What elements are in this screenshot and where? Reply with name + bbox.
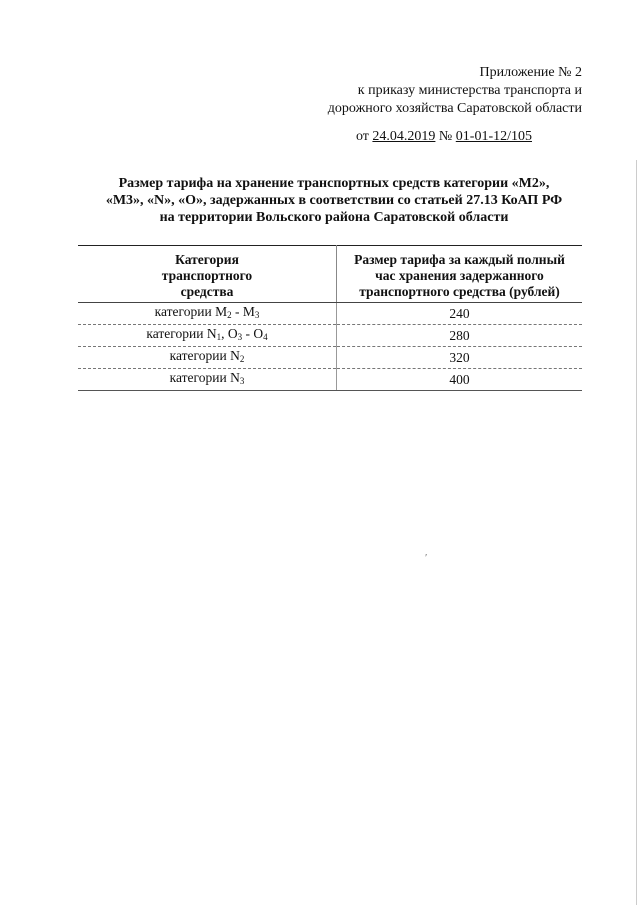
order-prefix: от — [355, 129, 369, 144]
title-line-3: на территории Вольского района Саратовской области — [159, 210, 509, 225]
order-number: 01-01-12/105 — [455, 129, 532, 144]
title-line-1: Размер тарифа на хранение транспортных средств категории «М2», — [118, 176, 550, 191]
row-category: категории $M_2 - M_3$ — [78, 303, 337, 325]
row-tariff: 280 — [337, 325, 583, 347]
row-category: категории $N_3$ — [78, 369, 337, 391]
order-date-line — [356, 129, 532, 145]
table-row — [78, 325, 582, 347]
order-number-sign: № — [438, 129, 453, 144]
appendix-number: Приложение № 2 — [479, 65, 582, 80]
appendix-line-1: к приказу министерства транспорта и — [357, 83, 582, 98]
tariff-table — [78, 245, 582, 391]
table-header-row — [78, 246, 582, 303]
header-category: Категория транспортного средства — [78, 246, 337, 303]
scan-artifact-mark: ′ — [425, 552, 428, 564]
table-row — [78, 347, 582, 369]
table-row — [78, 369, 582, 391]
appendix-block — [328, 64, 582, 118]
row-tariff: 240 — [337, 303, 583, 325]
row-category: категории $N_1$, $O_3 - O_4$ — [78, 325, 337, 347]
table-row — [78, 303, 582, 325]
scan-edge-line — [636, 160, 637, 905]
order-date: 24.04.2019 — [372, 129, 436, 144]
row-tariff: 400 — [337, 369, 583, 391]
header-tariff: Размер тарифа за каждый полный час хранения задержанного транспортного средства (рублей) — [337, 246, 583, 303]
row-category: категории $N_2$ — [78, 347, 337, 369]
appendix-line-2: дорожного хозяйства Саратовской области — [327, 101, 582, 116]
row-tariff: 320 — [337, 347, 583, 369]
document-title — [84, 175, 584, 226]
title-line-2: «М3», «N», «О», задержанных в соответствии со статьей 27.13 КоАП РФ — [105, 193, 563, 208]
